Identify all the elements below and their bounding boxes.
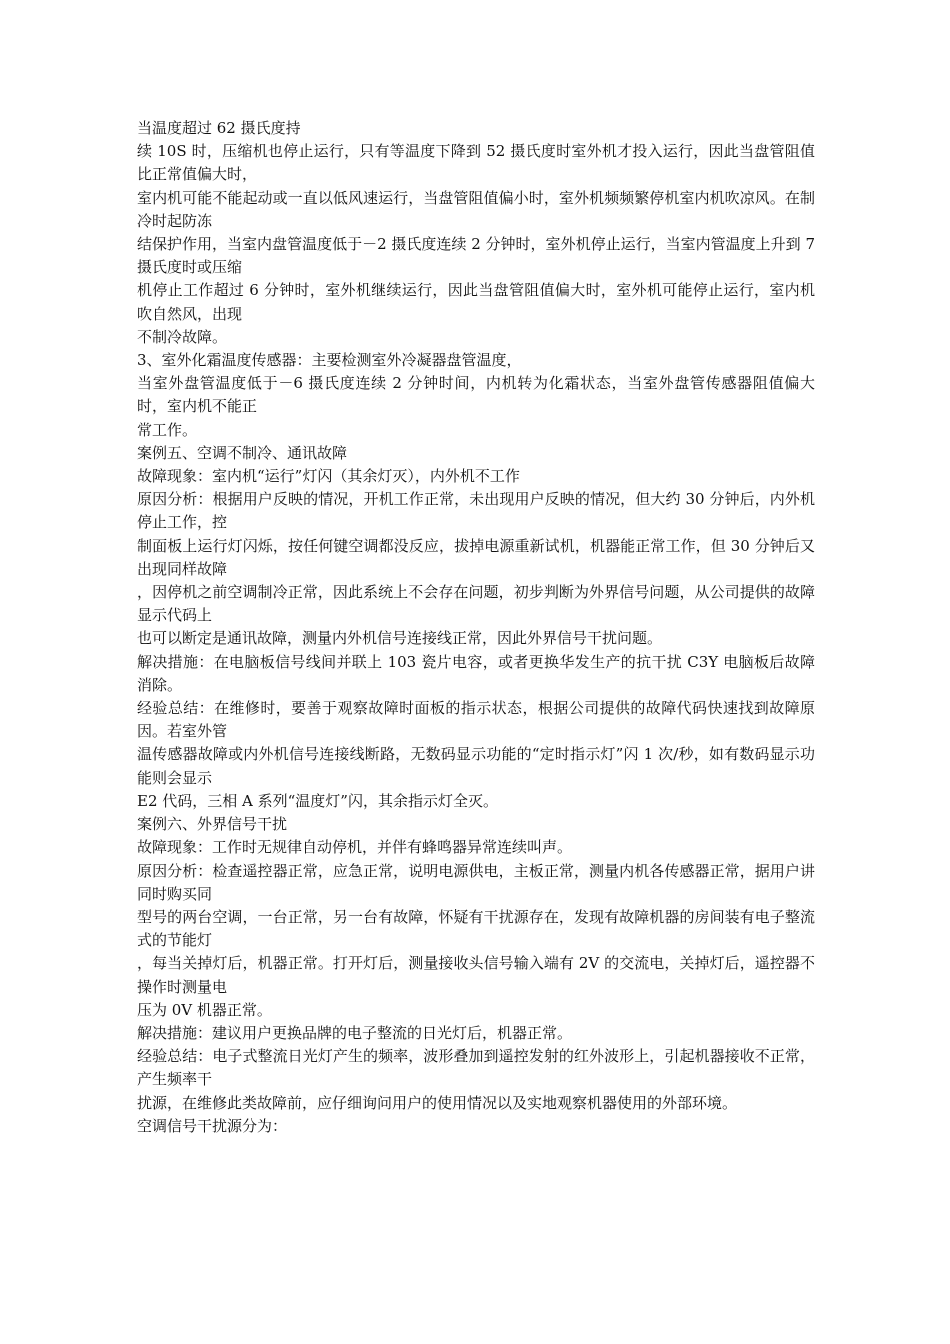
paragraph: 压为 0V 机器正常。 [137,1000,272,1019]
paragraph: 结保护作用，当室内盘管温度低于－2 摄氏度连续 2 分钟时，室外机停止运行，当室内管温度上升到 7 摄氏度时或压缩 [137,235,815,277]
case-heading: 案例六、外界信号干扰 [137,815,288,834]
document-body [137,117,815,1138]
paragraph: 温传感器故障或内外机信号连接线断路，无数码显示功能的“定时指示灯”闪 1 次/秒，如有数码显示功能则会显示 [137,745,815,787]
paragraph: 原因分析：检查遥控器正常，应急正常，说明电源供电，主板正常，测量内机各传感器正常，据用户讲同时购买同 [137,861,815,903]
paragraph: 制面板上运行灯闪烁，按任何键空调都没反应，拔掉电源重新试机，机器能正常工作，但 30 分钟后又出现同样故障 [137,536,815,578]
paragraph: 解决措施：在电脑板信号线间并联上 103 瓷片电容，或者更换华发生产的抗干扰 C3Y 电脑板后故障消除。 [137,652,815,694]
case-heading: 案例五、空调不制冷、通讯故障 [137,443,348,462]
paragraph: 经验总结：电子式整流日光灯产生的频率，波形叠加到遥控发射的红外波形上，引起机器接收不正常，产生频率干 [137,1047,815,1089]
paragraph: 室内机可能不能起动或一直以低风速运行，当盘管阻值偏小时，室外机频频繁停机室内机吹凉风。在制冷时起防冻 [137,188,815,230]
paragraph: 当温度超过 62 摄氏度持 [137,119,301,137]
paragraph: 空调信号干扰源分为： [137,1116,288,1135]
paragraph: ，因停机之前空调制冷正常，因此系统上不会存在问题，初步判断为外界信号问题，从公司提供的故障显示代码上 [137,583,815,625]
paragraph: 型号的两台空调，一台正常，另一台有故障，怀疑有干扰源存在，发现有故障机器的房间装有电子整流式的节能灯 [137,907,815,950]
paragraph: 续 10S 时，压缩机也停止运行，只有等温度下降到 52 摄氏度时室外机才投入运行，因此当盘管阻值比正常值偏大时， [137,142,815,184]
paragraph: E2 代码，三相 A 系列“温度灯”闪，其余指示灯全灭。 [137,791,498,810]
paragraph: 原因分析：根据用户反映的情况，开机工作正常，未出现用户反映的情况，但大约 30 分钟后，内外机停止工作，控 [137,490,815,532]
paragraph: 不制冷故障。 [137,327,228,346]
paragraph: 常工作。 [137,420,198,439]
section-item: 3、室外化霜温度传感器：主要检测室外冷凝器盘管温度， [137,351,522,370]
paragraph: ，每当关掉灯后，机器正常。打开灯后，测量接收头信号输入端有 2V 的交流电，关掉灯后，遥控器不操作时测量电 [137,954,815,996]
paragraph: 解决措施：建议用户更换品牌的电子整流的日光灯后，机器正常。 [137,1023,573,1042]
paragraph: 机停止工作超过 6 分钟时，室外机继续运行，因此当盘管阻值偏大时，室外机可能停止运行，室内机吹自然风，出现 [137,281,815,323]
paragraph: 也可以断定是通讯故障，测量内外机信号连接线正常，因此外界信号干扰问题。 [137,629,663,648]
paragraph: 经验总结：在维修时，要善于观察故障时面板的指示状态，根据公司提供的故障代码快速找到故障原因。若室外管 [137,699,815,741]
paragraph: 当室外盘管温度低于－6 摄氏度连续 2 分钟时间，内机转为化霜状态，当室外盘管传感器阻值偏大时，室内机不能正 [137,374,815,416]
paragraph: 扰源，在维修此类故障前，应仔细询问用户的使用情况以及实地观察机器使用的外部环境。 [137,1093,738,1112]
paragraph: 故障现象：工作时无规律自动停机，并伴有蜂鸣器异常连续叫声。 [137,838,573,857]
paragraph: 故障现象：室内机“运行”灯闪（其余灯灭），内外机不工作 [137,467,520,486]
